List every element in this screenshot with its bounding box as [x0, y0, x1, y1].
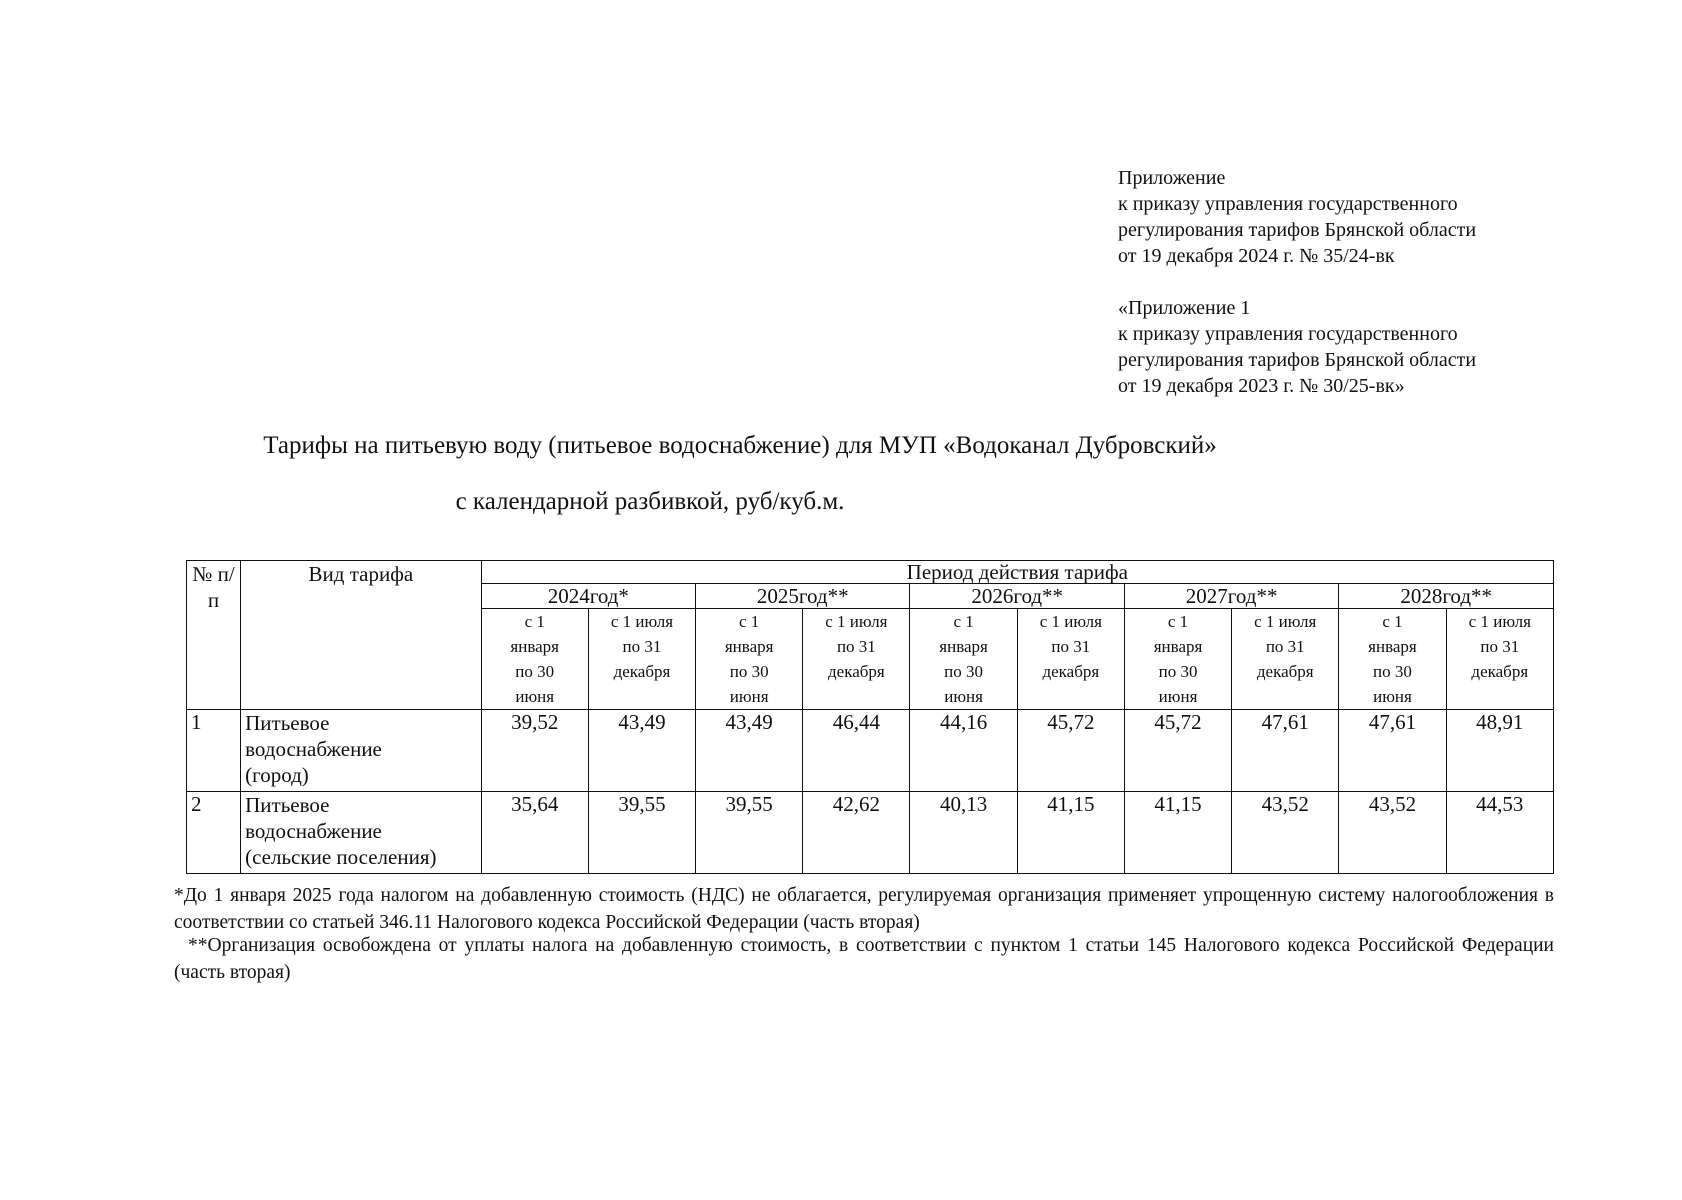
tariff-value: 39,55: [588, 792, 695, 874]
tariff-value: 41,15: [1017, 792, 1124, 874]
table-row: [187, 792, 1554, 874]
header-second-half: с 1 июля по 31 декабря: [1232, 609, 1339, 710]
annex-line: к приказу управления государственного: [1118, 193, 1458, 215]
footnote-vat-exempt: **Организация освобождена от уплаты налога на добавленную стоимость, в соответствии с пунктом 1 статьи 145 Налогового кодекса Российской Федерации (часть вторая): [174, 935, 1554, 983]
tariff-value: 39,52: [481, 710, 588, 792]
annex-line: Приложение: [1118, 167, 1226, 189]
header-first-half: с 1 января по 30 июня: [481, 609, 588, 710]
tariff-value: 43,52: [1232, 792, 1339, 874]
annex-line: «Приложение 1: [1118, 297, 1251, 319]
row-tariff-type: Питьевое водоснабжение (сельские поселения): [241, 792, 482, 874]
header-second-half: с 1 июля по 31 декабря: [1017, 609, 1124, 710]
header-year: 2024год*: [481, 584, 695, 609]
tariff-value: 44,53: [1446, 792, 1553, 874]
table-row: [187, 710, 1554, 792]
tariff-value: 47,61: [1339, 710, 1446, 792]
header-year: 2028год**: [1339, 584, 1554, 609]
tariff-value: 45,72: [1124, 710, 1231, 792]
header-second-half: с 1 июля по 31 декабря: [588, 609, 695, 710]
row-number: 1: [187, 710, 241, 792]
tariff-value: 42,62: [803, 792, 910, 874]
header-first-half: с 1 января по 30 июня: [1339, 609, 1446, 710]
tariff-value: 45,72: [1017, 710, 1124, 792]
tariff-value: 41,15: [1124, 792, 1231, 874]
annex-line: регулирования тарифов Брянской области: [1118, 219, 1477, 241]
row-tariff-type: Питьевое водоснабжение (город): [241, 710, 482, 792]
row-number: 2: [187, 792, 241, 874]
header-year: 2026год**: [910, 584, 1124, 609]
annex-line: к приказу управления государственного: [1118, 323, 1458, 345]
annex-current-header: [1118, 165, 1476, 269]
header-period: Период действия тарифа: [481, 561, 1553, 584]
tariff-value: 46,44: [803, 710, 910, 792]
tariff-value: 48,91: [1446, 710, 1553, 792]
header-year: 2025год**: [696, 584, 910, 609]
tariff-value: 44,16: [910, 710, 1017, 792]
tariff-value: 40,13: [910, 792, 1017, 874]
tariff-value: 43,49: [588, 710, 695, 792]
tariff-value: 39,55: [696, 792, 803, 874]
footnote-vat-2024: *До 1 января 2025 года налогом на добавленную стоимость (НДС) не облагается, регулируемая организация применяет упрощенную систему налогообложения в соответствии со статьей 346.11 Налогового кодекса Российской Федерации (часть вторая): [174, 885, 1554, 933]
tariff-value: 47,61: [1232, 710, 1339, 792]
header-second-half: с 1 июля по 31 декабря: [803, 609, 910, 710]
tariff-value: 43,52: [1339, 792, 1446, 874]
tariff-value: 35,64: [481, 792, 588, 874]
header-second-half: с 1 июля по 31 декабря: [1446, 609, 1553, 710]
header-number: № п/п: [187, 561, 241, 710]
tariff-value: 43,49: [696, 710, 803, 792]
header-first-half: с 1 января по 30 июня: [910, 609, 1017, 710]
annex-line: регулирования тарифов Брянской области: [1118, 349, 1477, 371]
annex-line: от 19 декабря 2024 г. № 35/24-вк: [1118, 245, 1395, 267]
header-first-half: с 1 января по 30 июня: [696, 609, 803, 710]
annex-line: от 19 декабря 2023 г. № 30/25-вк»: [1118, 375, 1405, 397]
header-first-half: с 1 января по 30 июня: [1124, 609, 1231, 710]
document-subtitle: с календарной разбивкой, руб/куб.м.: [455, 488, 845, 515]
header-tariff-type: Вид тарифа: [241, 561, 482, 710]
tariff-table: [186, 560, 1554, 874]
header-year: 2027год**: [1124, 584, 1338, 609]
annex-original-header: [1118, 295, 1476, 399]
document-title: Тарифы на питьевую воду (питьевое водоснабжение) для МУП «Водоканал Дубровский»: [263, 432, 1217, 459]
